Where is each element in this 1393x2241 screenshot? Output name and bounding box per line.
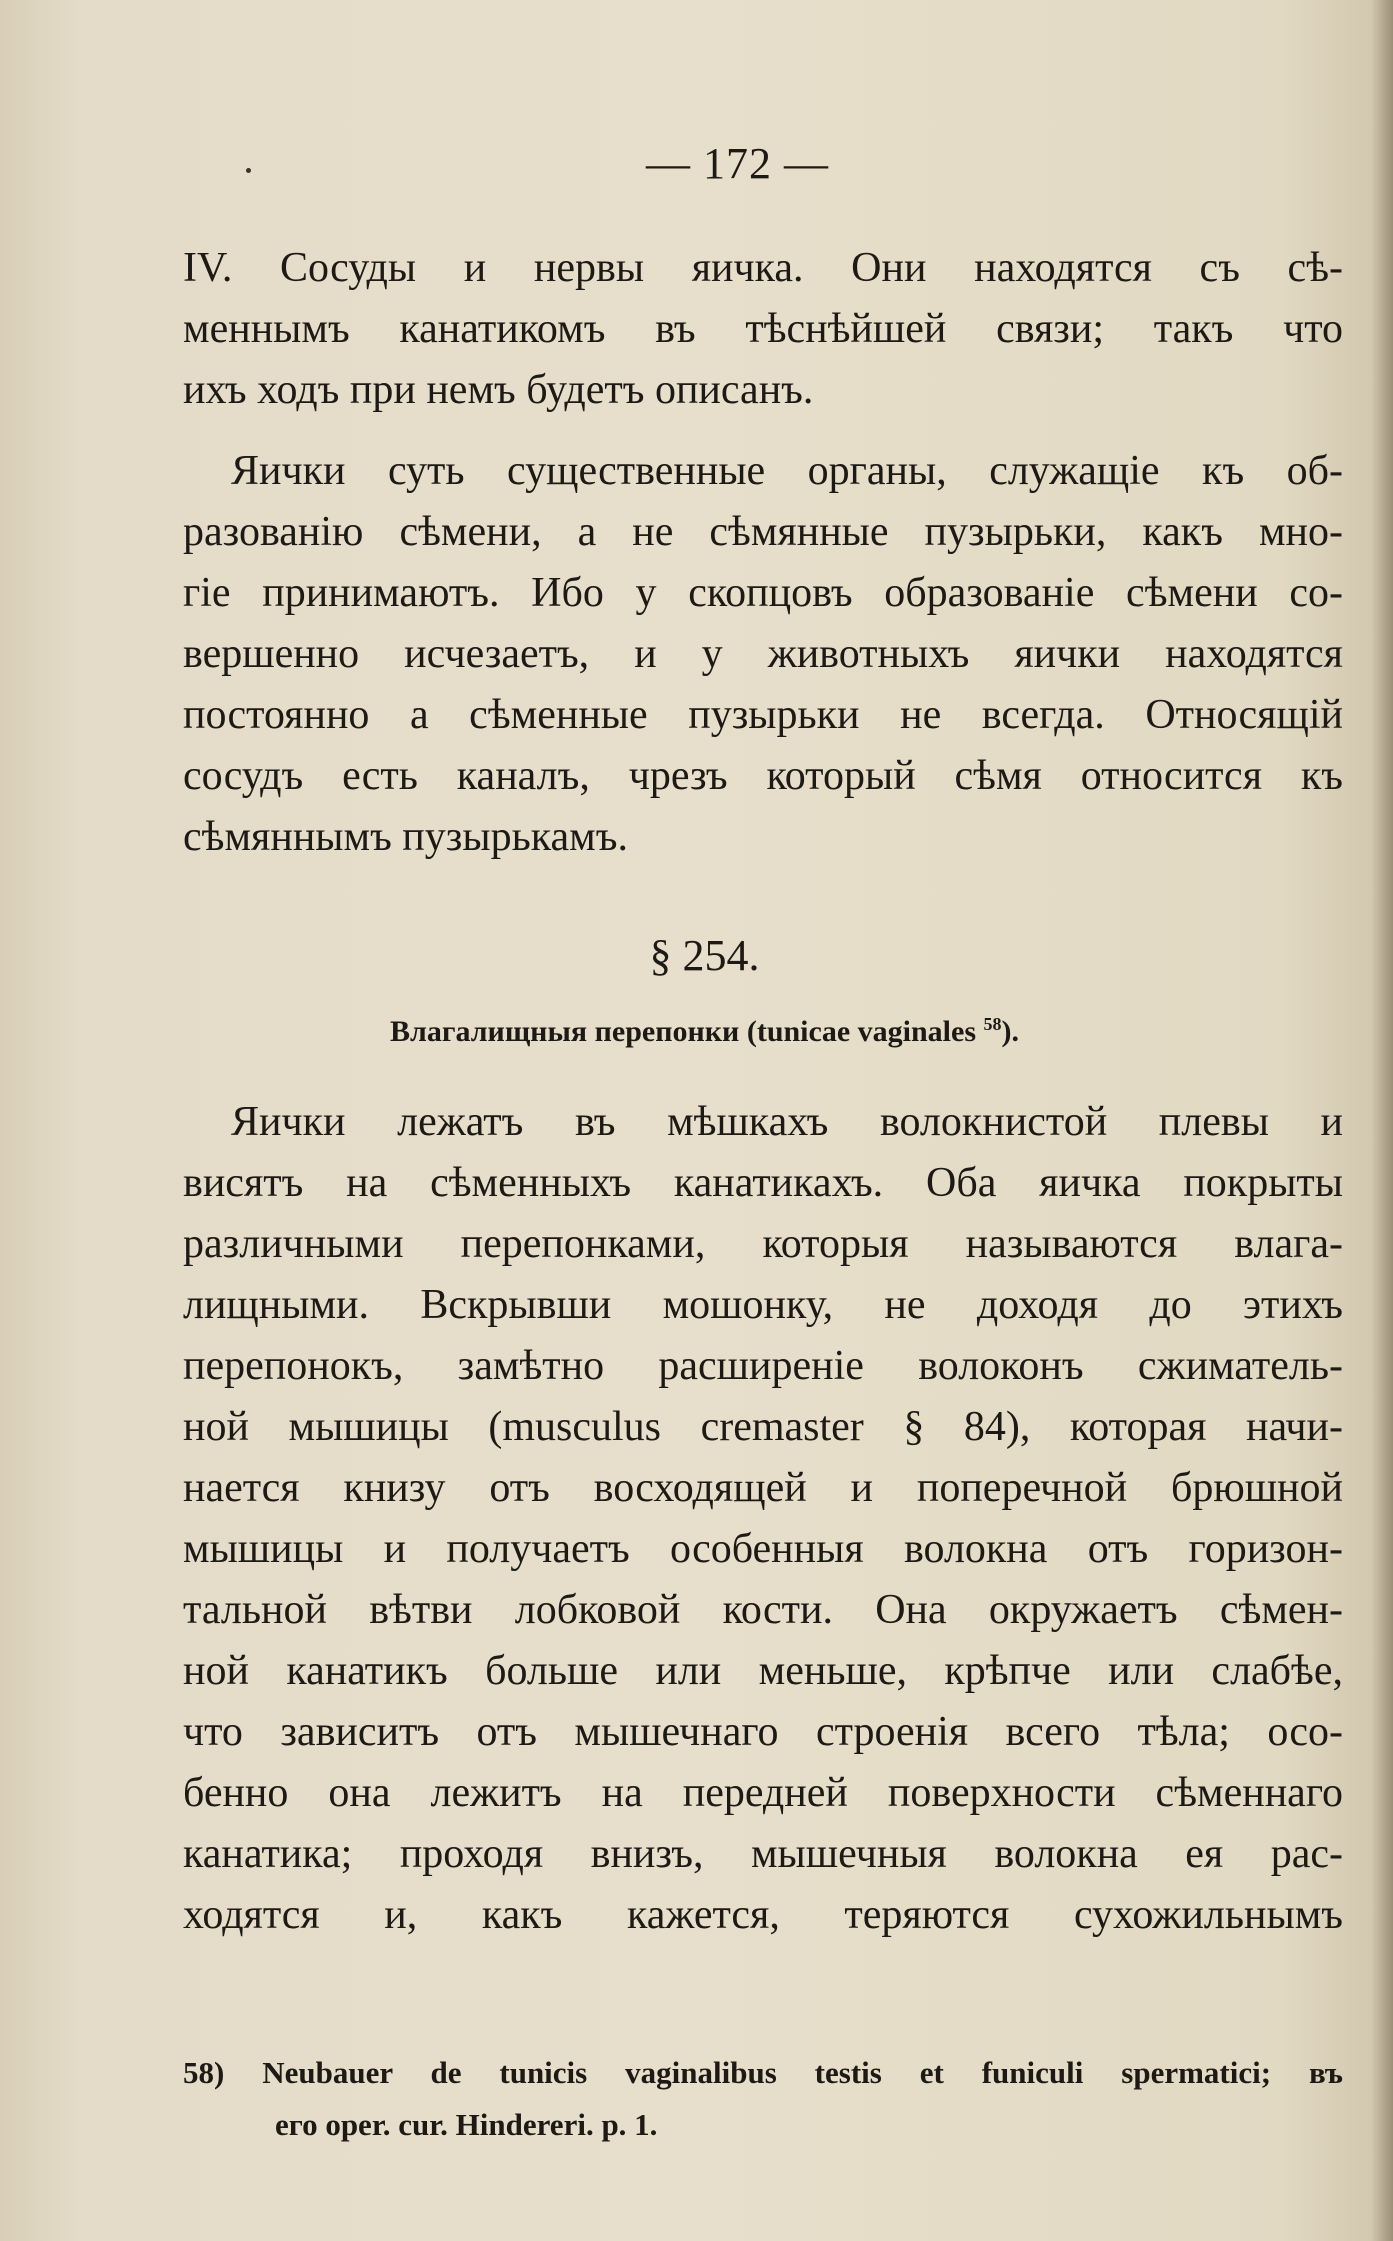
text-line: висятъ на сѣменныхъ канатикахъ. Оба яичка покрыты bbox=[183, 1160, 1343, 1206]
text-line: Яички лежатъ въ мѣшкахъ волокнистой плевы и bbox=[231, 1099, 1343, 1145]
paragraph-testes-function bbox=[183, 441, 1343, 868]
text-line: различными перепонками, которыя называются влага- bbox=[183, 1221, 1343, 1267]
footnote-line: его oper. cur. Hindereri. p. 1. bbox=[275, 2107, 658, 2142]
text-line: ихъ ходъ при немъ будетъ описанъ. bbox=[183, 367, 814, 413]
text-line: канатика; проходя внизъ, мышечныя волокна ея рас- bbox=[183, 1831, 1343, 1877]
text-line: сосудъ есть каналъ, чрезъ который сѣмя относится къ bbox=[183, 753, 1343, 799]
text-line: IV. Сосуды и нервы яичка. Они находятся съ сѣ- bbox=[183, 245, 1343, 291]
text-line: тальной вѣтви лобковой кости. Она окружаетъ сѣмен- bbox=[183, 1587, 1343, 1633]
section-number: § 254. bbox=[649, 931, 760, 980]
text-line: вершенно исчезаетъ, и у животныхъ яички находятся bbox=[183, 631, 1343, 677]
text-line: что зависитъ отъ мышечнаго строенія всего тѣла; осо- bbox=[183, 1709, 1343, 1755]
text-line: ной канатикъ больше или меньше, крѣпче или слабѣе, bbox=[183, 1648, 1343, 1694]
paragraph-vessels-nerves bbox=[183, 238, 1343, 421]
section-title bbox=[0, 1015, 1393, 1049]
text-line: бенно она лежитъ на передней поверхности сѣменнаго bbox=[183, 1770, 1343, 1816]
text-line: ной мышицы (musculus cremaster § 84), которая начи- bbox=[183, 1404, 1343, 1450]
page-number: — 172 — bbox=[646, 139, 829, 188]
text-line: ходятся и, какъ кажется, теряются сухожильнымъ bbox=[183, 1892, 1343, 1938]
page-edge-shadow bbox=[1371, 0, 1393, 2241]
text-line: Яички суть существенные органы, служащіе къ об- bbox=[231, 448, 1343, 494]
paragraph-tunicae bbox=[183, 1092, 1343, 1946]
section-title-end: ). bbox=[1001, 1015, 1019, 1048]
text-line: разованію сѣмени, а не сѣмянные пузырьки, какъ мно- bbox=[183, 509, 1343, 555]
footnote-line: 58) Neubauer de tunicis vaginalibus testis et funiculi spermatici; въ bbox=[183, 2055, 1343, 2090]
text-line: меннымъ канатикомъ въ тѣснѣйшей связи; такъ что bbox=[183, 306, 1343, 352]
text-line: нается книзу отъ восходящей и поперечной брюшной bbox=[183, 1465, 1343, 1511]
text-line: постоянно а сѣменные пузырьки не всегда. Относящій bbox=[183, 692, 1343, 738]
page-header bbox=[0, 138, 1393, 189]
footnote-reference: 58 bbox=[983, 1014, 1002, 1034]
text-line: мышицы и получаетъ особенныя волокна отъ горизон- bbox=[183, 1526, 1343, 1572]
text-line: перепонокъ, замѣтно расширеніе волоконъ сжиматель- bbox=[183, 1343, 1343, 1389]
text-line: сѣмяннымъ пузырькамъ. bbox=[183, 814, 628, 860]
text-line: гіе принимаютъ. Ибо у скопцовъ образованіе сѣмени со- bbox=[183, 570, 1343, 616]
text-line: лищными. Вскрывши мошонку, не доходя до этихъ bbox=[183, 1282, 1343, 1328]
section-title-text: Влагалищныя перепонки (tunicae vaginales bbox=[389, 1015, 976, 1048]
footnote bbox=[183, 2047, 1343, 2151]
